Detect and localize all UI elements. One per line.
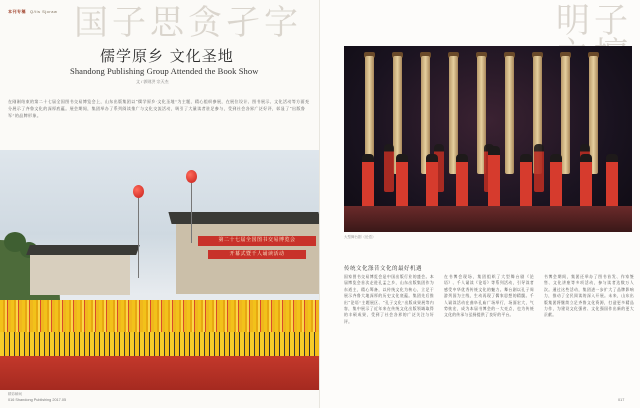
banner-bottom: 开幕式暨千人诵读活动	[208, 250, 306, 259]
performer	[362, 154, 374, 212]
temple-hall-right	[176, 224, 320, 294]
red-balloon	[186, 170, 197, 183]
balloon-string	[191, 183, 192, 243]
opening-ceremony-photo	[0, 150, 320, 390]
article-byline: 文 / 郭则洪 宗天杰	[136, 79, 169, 84]
performer	[426, 154, 438, 212]
performer	[534, 144, 544, 192]
red-stage	[0, 356, 320, 390]
audience-front-rows	[0, 332, 320, 356]
photo-caption-right: 大型舞台剧《论语》	[344, 235, 376, 239]
performer	[384, 144, 394, 192]
article-intro: 在刚刚结束的第二十七届全国图书交易博览会上，山东出版集团以“儒学原乡·文化圣地”为主题，精心组织参展，在展位设计、图书展示、文化活动等方面充分展示了齐鲁文化的深厚底蕴。展会期间，集团举办了系列阅读推广与文化交流活动，吸引了大量读者驻足参与，受到社会各界广泛好评，彰显了“出版鲁军”的品牌形象。	[8, 99, 310, 118]
section-tag-en: Q/iis Sjoraw	[30, 9, 58, 14]
body-column-1: 国家图书交易博览会是中国出版行业的盛会。本届博览会首次走进孔孟之乡，山东出版集团作为东道主，精心筹备，以传统文化为核心，立足于展示齐鲁大地深厚的历史文化底蕴。集团先后推出“论语”主题展区、“孔子文化”出版成果展等内容，集中展示了近年来在传统文化出版领域取得的丰硕成果，受到了社会各界的广泛关注与好评。	[344, 274, 434, 324]
section-heading: 传统文化涤昔文化的最好机遇	[344, 266, 423, 272]
section-tag-label: 本刊专稿	[8, 9, 26, 14]
stage-floor	[344, 206, 632, 232]
body-column-2: 在书博会现场，集团组织了大型舞台剧《论语》、千人诵读《论语》等系列活动，引导读者感受中华优秀传统文化的魅力。舞台剧以孔子周游列国为主线，生动再现了儒家思想的精髓。千人诵读活动在曲阜孔庙广场举行，场面宏大，气势恢宏，成为本届书博会的一大亮点，也为传统文化的传承与弘扬提供了良好的平台。	[444, 274, 534, 318]
performer	[550, 154, 562, 212]
red-balloon	[133, 185, 144, 198]
photo-caption-left: 精彩瞬间	[8, 392, 22, 396]
calligraphy-background-right: 明子	[556, 1, 632, 41]
performer	[396, 154, 408, 212]
performer-lead	[488, 146, 500, 212]
article-title: 儒学原乡 文化圣地	[100, 47, 234, 65]
body-column-3: 书博会期间，集团还举办了图书首发、作家签售、文化讲座等多项活动，参与读者达数万人次。通过这些活动，集团进一步扩大了品牌影响力，推动了全民阅读的深入开展。未来，山东出版集团将继续立足齐鲁文化资源，打造更多精品力作，为建设文化强省、文化强国作出新的更大贡献。	[544, 274, 634, 318]
page-footer-left: 016 Shandong Publishing 2017.05	[8, 398, 67, 402]
performer	[580, 154, 592, 212]
temple-roof-left	[26, 245, 140, 255]
performer	[520, 154, 532, 212]
stage-performance-photo	[344, 46, 632, 232]
performer	[606, 154, 618, 212]
temple-hall-left	[30, 255, 130, 295]
bamboo-scroll	[561, 56, 570, 174]
right-page	[320, 0, 640, 408]
calligraphy-background-top: 国子思贪孑字	[74, 3, 302, 43]
balloon-string	[138, 198, 139, 278]
article-subtitle: Shandong Publishing Group Attended the Book Show	[70, 66, 259, 76]
body-columns	[344, 274, 634, 325]
banner-top: 第二十七届全国图书交易博览会	[198, 236, 316, 246]
section-tag	[8, 9, 57, 15]
bamboo-scroll	[505, 56, 514, 174]
performer	[456, 154, 468, 212]
page-footer-right: 017	[618, 398, 625, 402]
